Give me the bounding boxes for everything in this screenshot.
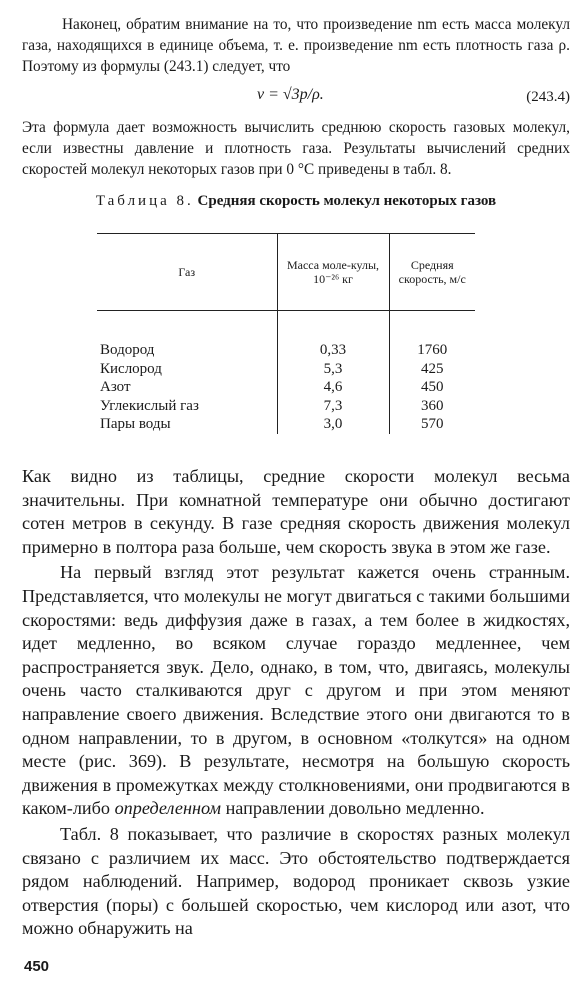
table-row [97,378,475,397]
table-caption-title: Средняя скорость молекул некоторых газов [197,193,497,209]
intro-paragraph: Наконец, обратим внимание на то, что произведение nm есть масса молекул газа, находящихся в единице объема, т. е. произведение nm есть плотность газа ρ. Поэтому из формулы (243.1) следует, что [22,16,570,75]
header-mass: Масса моле-кулы, 10⁻²⁶ кг [277,234,389,311]
emphasis-word: определенном [114,798,222,819]
header-gas: Газ [97,234,277,311]
cell-gas: Пары воды [100,416,171,432]
table-row [97,415,475,434]
header-speed: Средняя скорость, м/с [389,234,475,311]
cell-speed: 570 [389,415,475,434]
cell-gas: Азот [100,379,131,395]
paragraph-collisions [22,561,570,821]
table-row [97,360,475,379]
cell-mass: 0,33 [277,311,389,360]
cell-mass: 5,3 [277,360,389,379]
formula-row [22,77,570,117]
formula-number: (243.4) [526,89,570,105]
table-row [97,397,475,416]
cell-mass: 4,6 [277,378,389,397]
cell-speed: 360 [389,397,475,416]
table-caption-prefix: Таблица 8. [95,193,194,209]
formula: v = √3p/ρ. [257,86,324,103]
intro-paragraph-2: Эта формула дает возможность вычислить среднюю скорость газовых молекул, если известны давление и плотность газа. Результаты вычислений средних скоростей молекул некоторых газов при 0 °С приведены в табл. 8. [22,119,570,178]
paragraph-results: Как видно из таблицы, средние скорости молекул весьма значительны. При комнатной температуре они обычно достигают сотен метров в секунду. В газе средняя скорость движения молекул примерно в полтора раза больше, чем скорость звука в этом же газе. [22,466,570,557]
intro-section [22,14,570,210]
cell-gas: Углекислый газ [100,397,199,414]
cell-speed: 450 [389,378,475,397]
cell-mass: 7,3 [277,397,389,416]
cell-mass: 3,0 [277,415,389,434]
table-caption [22,192,570,210]
paragraph-collisions-text: На первый взгляд этот результат кажется очень странным. Представляется, что молекулы не могут двигаться с такими большими скоростями: ведь диффузия даже в газах, а тем более в жидкостях, идет медленно, во всяком случае гораздо медленнее, чем распространяется звук. Дело, однако, в том, что, двигаясь, молекулы очень часто сталкиваются друг с другом и при этом меняют направление своего движения. Вследствие этого они двигаются то в одном направлении, то в другом, в основном «толкутся» на одном месте (рис. 369). В результате, несмотря на большую скорость движения в промежутках между столкновениями, они продвигаются в каком-либо [22,562,570,819]
cell-speed: 1760 [389,311,475,360]
page-number: 450 [24,958,50,975]
table-row [97,311,475,360]
cell-speed: 425 [389,360,475,379]
main-text [22,465,570,941]
paragraph-collisions-end: направлении довольно медленно. [221,798,485,819]
cell-gas: Водород [100,342,155,358]
paragraph-masses: Табл. 8 показывает, что различие в скоростях разных молекул связано с различием их масс. Это обстоятельство подтверждается рядом наблюдений. Например, водород проникает сквозь узкие отверстия (поры) с большей скоростью, чем кислород или азот, что можно обнаружить на [22,823,570,939]
gas-speed-table [97,233,475,434]
cell-gas: Кислород [100,360,162,377]
